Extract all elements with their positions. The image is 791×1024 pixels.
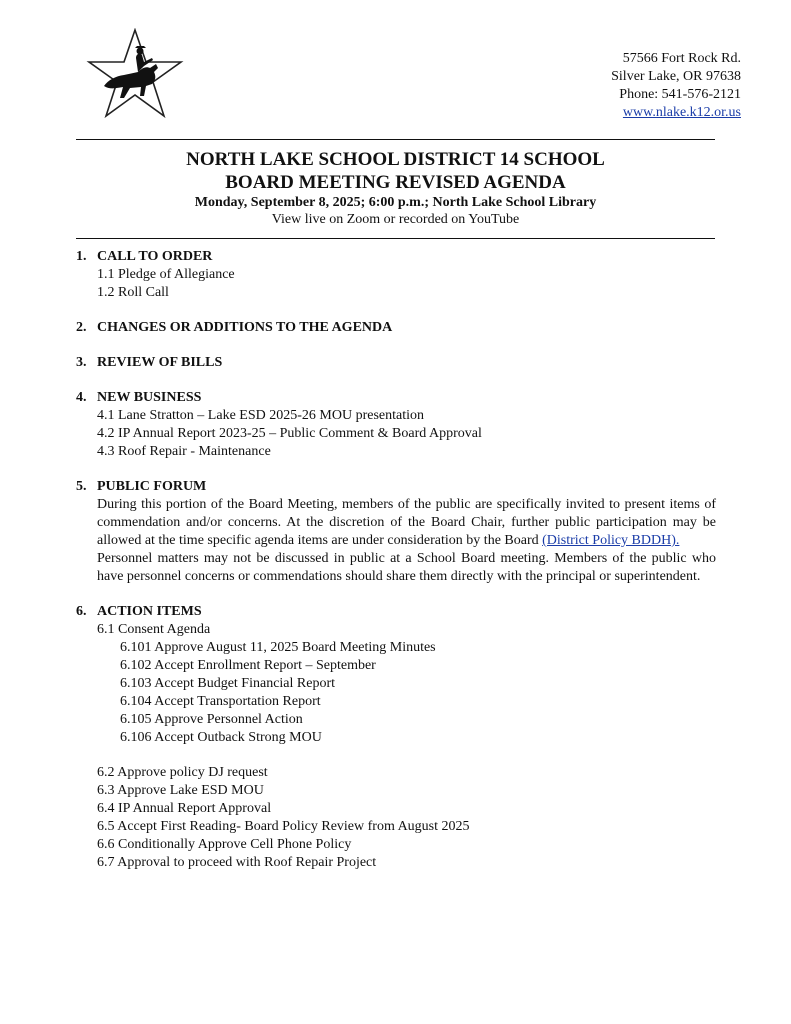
city-state-zip: Silver Lake, OR 97638 [611,69,741,84]
section-heading: ACTION ITEMS [97,604,202,619]
section-heading: REVIEW OF BILLS [97,355,223,370]
action-item: 6.6 Conditionally Approve Cell Phone Policy [97,837,352,852]
agenda-item: 4.1 Lane Stratton – Lake ESD 2025-26 MOU presentation [97,408,424,423]
section-number: 4. [76,390,87,405]
spacer [97,747,716,764]
action-item: 6.5 Accept First Reading- Board Policy Review from August 2025 [97,819,470,834]
consent-agenda-heading: 6.1 Consent Agenda [97,622,211,637]
title-line-2: BOARD MEETING REVISED AGENDA [225,172,566,193]
action-item: 6.4 IP Annual Report Approval [97,801,272,816]
consent-item: 6.106 Accept Outback Strong MOU [120,730,322,745]
public-forum-text: During this portion of the Board Meeting, members of the public are specifically invited to present items of commendation and/or concerns. At the discretion of the Board Chair, further public participation may be allowed at the time specific agenda items are under consideration by the Board [97,497,716,548]
agenda-item: 4.3 Roof Repair - Maintenance [97,444,271,459]
title-line-1: NORTH LAKE SCHOOL DISTRICT 14 SCHOOL [186,149,605,170]
section-new-business [76,389,716,461]
agenda-list [76,248,716,889]
star-horse-rider-logo-icon [86,28,184,120]
agenda-item: 4.2 IP Annual Report 2023-25 – Public Comment & Board Approval [97,426,482,441]
header-divider-bottom [76,238,715,239]
section-heading: CALL TO ORDER [97,249,213,264]
section-public-forum [76,478,716,586]
section-heading: CHANGES OR ADDITIONS TO THE AGENDA [97,320,393,335]
public-forum-paragraph-1 [97,496,716,550]
action-item: 6.3 Approve Lake ESD MOU [97,783,264,798]
view-live-line: View live on Zoom or recorded on YouTube [271,212,520,227]
consent-item: 6.102 Accept Enrollment Report – September [120,658,376,673]
agenda-title-block [76,148,715,228]
address-block [611,50,741,122]
street-address: 57566 Fort Rock Rd. [622,51,741,66]
section-number: 5. [76,479,87,494]
section-number: 2. [76,320,87,335]
consent-item: 6.103 Accept Budget Financial Report [120,676,336,691]
meeting-date-line: Monday, September 8, 2025; 6:00 p.m.; North Lake School Library [194,195,597,210]
section-number: 6. [76,604,87,619]
district-policy-link[interactable]: (District Policy BDDH). [542,533,680,548]
action-item: 6.7 Approval to proceed with Roof Repair Project [97,855,377,870]
section-call-to-order [76,248,716,302]
section-number: 1. [76,249,87,264]
section-heading: NEW BUSINESS [97,390,202,405]
section-number: 3. [76,355,87,370]
consent-item: 6.104 Accept Transportation Report [120,694,321,709]
consent-item: 6.105 Approve Personnel Action [120,712,303,727]
section-changes-additions [76,319,716,337]
section-heading: PUBLIC FORUM [97,479,207,494]
section-action-items [76,603,716,872]
phone-number: Phone: 541-576-2121 [619,87,741,102]
agenda-item: 1.1 Pledge of Allegiance [97,267,235,282]
consent-item: 6.101 Approve August 11, 2025 Board Meeting Minutes [120,640,436,655]
website-link[interactable]: www.nlake.k12.or.us [622,105,741,120]
district-logo [86,28,184,120]
public-forum-paragraph-2: Personnel matters may not be discussed in public at a School Board meeting. Members of the public who have personnel concerns or commendations should share them directly with the principal or superintendent. [97,551,716,584]
action-item: 6.2 Approve policy DJ request [97,765,268,780]
agenda-item: 1.2 Roll Call [97,285,169,300]
section-review-of-bills [76,354,716,372]
header-divider-top [76,139,715,140]
